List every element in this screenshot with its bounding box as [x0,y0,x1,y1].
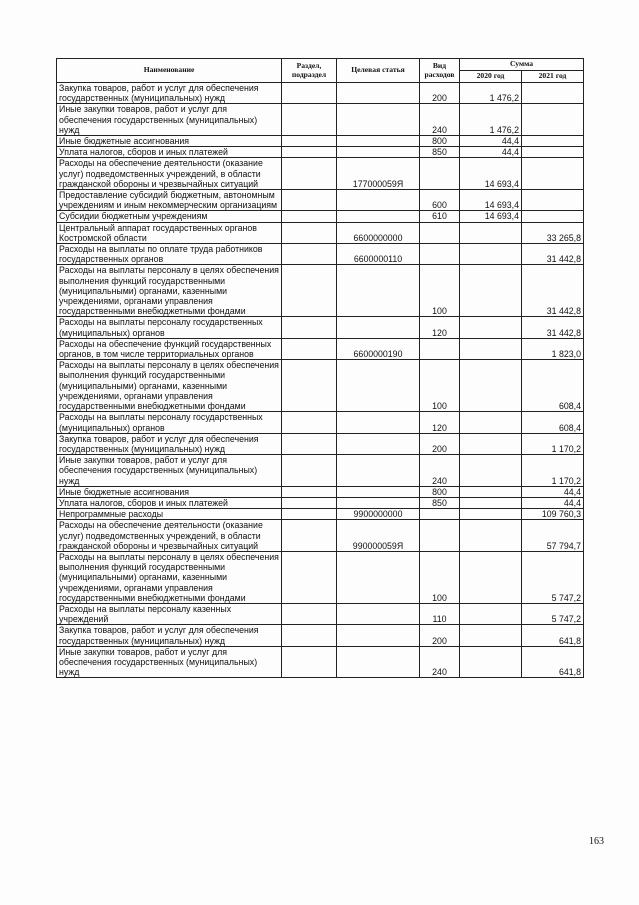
header-2020: 2020 год [460,71,522,83]
cell-target [337,486,420,497]
cell-y2021 [522,211,584,222]
cell-name: Закупка товаров, работ и услуг для обеспечения государственных (муниципальных) нужд [57,433,282,454]
cell-y2021 [522,136,584,147]
cell-target [337,551,420,603]
budget-table [56,58,584,678]
table-row [57,211,584,222]
cell-target [337,265,420,317]
cell-y2021: 5 747,2 [522,603,584,624]
table-row [57,603,584,624]
cell-target [337,412,420,433]
cell-type: 120 [420,317,460,338]
table-row [57,433,584,454]
cell-target: 6600000190 [337,338,420,359]
cell-name: Расходы на обеспечение деятельности (оказание услуг) подведомственных учреждений, в области гражданской обороны и чрезвычайных ситуаций [57,520,282,552]
table-row [57,551,584,603]
cell-y2020: 14 693,4 [460,158,522,190]
cell-target [337,83,420,104]
cell-y2020 [460,497,522,508]
header-section: Раздел, подраздел [282,59,337,83]
cell-name: Центральный аппарат государственных органов Костромской области [57,222,282,243]
cell-section [282,104,337,136]
table-row [57,222,584,243]
cell-name: Закупка товаров, работ и услуг для обеспечения государственных (муниципальных) нужд [57,83,282,104]
cell-type: 100 [420,360,460,412]
cell-name: Предоставление субсидий бюджетным, автономным учреждениям и иным некоммерческим организациям [57,190,282,211]
cell-y2020: 1 476,2 [460,104,522,136]
table-row [57,104,584,136]
cell-target: 177000059Я [337,158,420,190]
table-row [57,265,584,317]
cell-type: 800 [420,486,460,497]
cell-name: Непрограммные расходы [57,509,282,520]
cell-section [282,222,337,243]
cell-name: Закупка товаров, работ и услуг для обеспечения государственных (муниципальных) нужд [57,625,282,646]
cell-type: 100 [420,265,460,317]
cell-y2021: 31 442,8 [522,244,584,265]
table-row [57,136,584,147]
cell-name: Иные закупки товаров, работ и услуг для обеспечения государственных (муниципальных) нужд [57,104,282,136]
cell-section [282,412,337,433]
cell-target [337,147,420,158]
cell-type [420,244,460,265]
cell-name: Расходы на обеспечение деятельности (оказание услуг) подведомственных учреждений, в области гражданской обороны и чрезвычайных ситуаций [57,158,282,190]
table-row [57,486,584,497]
cell-type: 110 [420,603,460,624]
cell-section [282,625,337,646]
cell-type: 800 [420,136,460,147]
cell-y2020 [460,222,522,243]
cell-name: Иные закупки товаров, работ и услуг для обеспечения государственных (муниципальных) нужд [57,455,282,487]
cell-y2021: 641,8 [522,646,584,678]
cell-section [282,509,337,520]
cell-y2020 [460,486,522,497]
cell-y2021: 109 760,3 [522,509,584,520]
cell-target [337,360,420,412]
table-body [57,83,584,678]
cell-section [282,244,337,265]
table-row [57,158,584,190]
cell-y2021: 641,8 [522,625,584,646]
cell-name: Расходы на выплаты персоналу казенных учреждений [57,603,282,624]
cell-type: 200 [420,433,460,454]
cell-target [337,497,420,508]
cell-name: Расходы на выплаты персоналу государственных (муниципальных) органов [57,317,282,338]
cell-name: Субсидии бюджетным учреждениям [57,211,282,222]
table-row [57,147,584,158]
cell-name: Расходы на выплаты персоналу в целях обеспечения выполнения функций государственными (муниципальными) органами, казенными учреждениями, органами управления государственными внебюджетными фондами [57,551,282,603]
cell-y2021: 5 747,2 [522,551,584,603]
cell-target [337,190,420,211]
header-2021: 2021 год [522,71,584,83]
table-row [57,317,584,338]
cell-name: Иные бюджетные ассигнования [57,486,282,497]
cell-y2020 [460,338,522,359]
cell-y2021: 31 442,8 [522,265,584,317]
cell-target: 9900000000 [337,509,420,520]
cell-section [282,136,337,147]
header-type: Вид расходов [420,59,460,83]
cell-name: Иные бюджетные ассигнования [57,136,282,147]
table-row [57,338,584,359]
cell-section [282,486,337,497]
cell-y2021 [522,158,584,190]
cell-type: 240 [420,104,460,136]
header-name: Наименование [57,59,282,83]
cell-name: Расходы на выплаты персоналу в целях обеспечения выполнения функций государственными (муниципальными) органами, казенными учреждениями, органами управления государственными внебюджетными фондами [57,265,282,317]
cell-target [337,646,420,678]
cell-y2021: 608,4 [522,412,584,433]
cell-type: 240 [420,455,460,487]
cell-section [282,646,337,678]
header-target: Целевая статья [337,59,420,83]
table-row [57,497,584,508]
cell-section [282,433,337,454]
cell-type: 200 [420,83,460,104]
cell-y2021: 44,4 [522,497,584,508]
cell-section [282,211,337,222]
table-row [57,360,584,412]
table-row [57,455,584,487]
cell-y2021: 31 442,8 [522,317,584,338]
cell-target [337,104,420,136]
cell-target [337,433,420,454]
cell-name: Уплата налогов, сборов и иных платежей [57,147,282,158]
cell-y2020 [460,265,522,317]
cell-name: Уплата налогов, сборов и иных платежей [57,497,282,508]
cell-y2021: 608,4 [522,360,584,412]
cell-type: 600 [420,190,460,211]
cell-section [282,360,337,412]
cell-name: Расходы на выплаты персоналу в целях обеспечения выполнения функций государственными (муниципальными) органами, казенными учреждениями, органами управления государственными внебюджетными фондами [57,360,282,412]
cell-y2020 [460,244,522,265]
table-row [57,625,584,646]
cell-section [282,497,337,508]
cell-section [282,520,337,552]
cell-y2020 [460,455,522,487]
cell-section [282,317,337,338]
cell-type: 120 [420,412,460,433]
cell-y2020: 1 476,2 [460,83,522,104]
cell-type [420,509,460,520]
cell-type: 200 [420,625,460,646]
cell-type [420,222,460,243]
cell-y2020: 14 693,4 [460,211,522,222]
cell-section [282,147,337,158]
cell-section [282,551,337,603]
cell-section [282,455,337,487]
cell-target [337,625,420,646]
table-row [57,520,584,552]
cell-target [337,455,420,487]
cell-target [337,136,420,147]
table-row [57,83,584,104]
cell-section [282,83,337,104]
table-row [57,244,584,265]
cell-name: Расходы на обеспечение функций государственных органов, в том числе территориальных органов [57,338,282,359]
cell-type: 240 [420,646,460,678]
cell-y2021 [522,190,584,211]
cell-type: 100 [420,551,460,603]
cell-y2020: 14 693,4 [460,190,522,211]
cell-target: 990000059Я [337,520,420,552]
cell-target [337,211,420,222]
cell-section [282,158,337,190]
cell-y2020 [460,646,522,678]
cell-y2020 [460,625,522,646]
page-number: 163 [589,836,604,847]
cell-y2021: 44,4 [522,486,584,497]
cell-y2020 [460,551,522,603]
cell-y2021: 1 170,2 [522,455,584,487]
cell-type: 850 [420,497,460,508]
cell-y2021: 57 794,7 [522,520,584,552]
cell-section [282,265,337,317]
table-row [57,190,584,211]
cell-name: Расходы на выплаты персоналу государственных (муниципальных) органов [57,412,282,433]
cell-y2020 [460,360,522,412]
cell-y2021 [522,83,584,104]
table-row [57,509,584,520]
cell-target [337,603,420,624]
cell-y2020 [460,412,522,433]
cell-section [282,603,337,624]
cell-section [282,190,337,211]
cell-y2020 [460,317,522,338]
cell-type [420,158,460,190]
cell-y2021 [522,104,584,136]
cell-name: Расходы на выплаты по оплате труда работников государственных органов [57,244,282,265]
cell-y2021: 1 823,0 [522,338,584,359]
cell-y2020: 44,4 [460,147,522,158]
cell-y2021 [522,147,584,158]
cell-type [420,338,460,359]
cell-name: Иные закупки товаров, работ и услуг для обеспечения государственных (муниципальных) нужд [57,646,282,678]
header-sum: Сумма [460,59,584,71]
cell-target: 6600000000 [337,222,420,243]
cell-target: 6600000110 [337,244,420,265]
cell-type [420,520,460,552]
cell-target [337,317,420,338]
cell-y2020 [460,603,522,624]
cell-y2020: 44,4 [460,136,522,147]
cell-y2020 [460,520,522,552]
cell-type: 850 [420,147,460,158]
cell-y2020 [460,433,522,454]
cell-type: 610 [420,211,460,222]
table-row [57,646,584,678]
cell-y2020 [460,509,522,520]
cell-y2021: 1 170,2 [522,433,584,454]
cell-y2021: 33 265,8 [522,222,584,243]
cell-section [282,338,337,359]
table-row [57,412,584,433]
